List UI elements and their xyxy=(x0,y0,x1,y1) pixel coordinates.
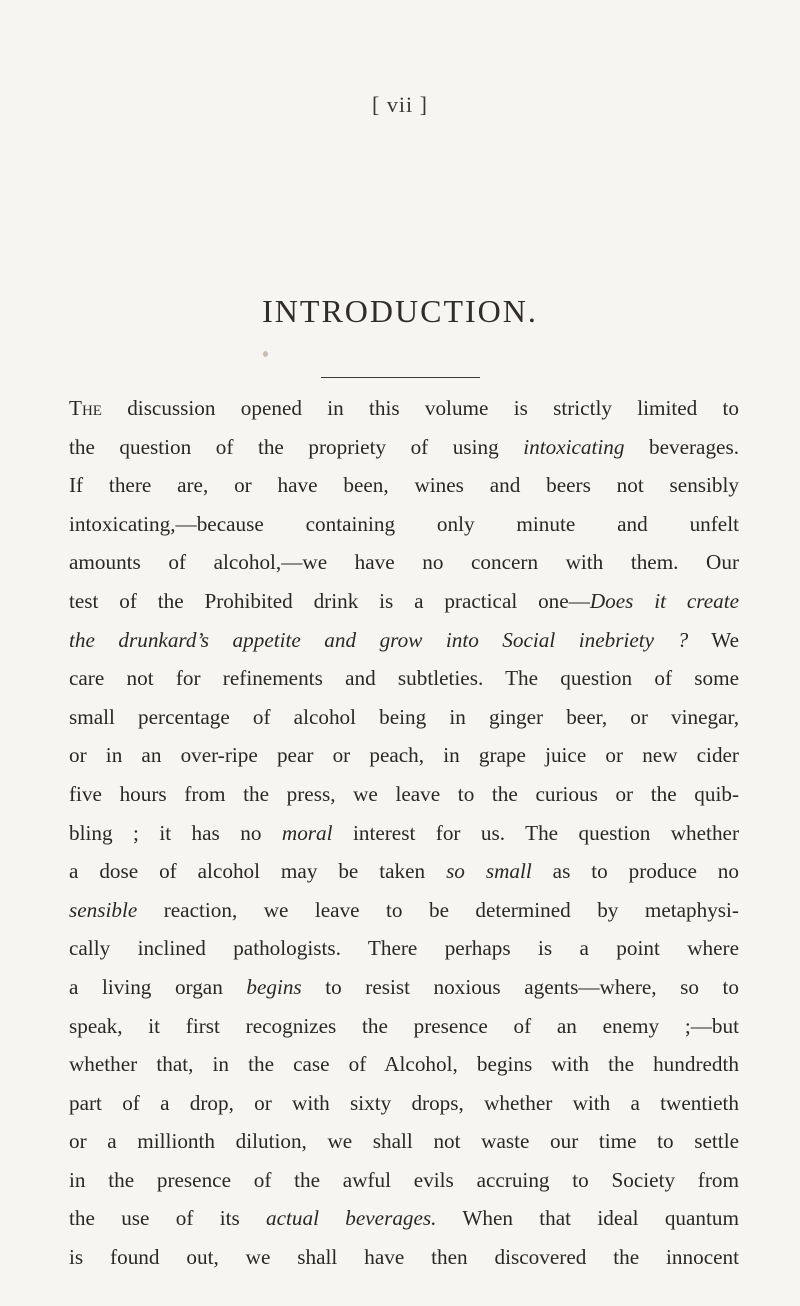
title-rule xyxy=(321,377,480,378)
text-line xyxy=(69,1161,739,1200)
text-span: part of a drop, or with sixty drops, whether with a twentieth xyxy=(69,1090,739,1115)
text-line xyxy=(69,505,739,544)
text-span: a living organ xyxy=(69,974,247,999)
text-line xyxy=(69,1122,739,1161)
text-span: as to produce no xyxy=(531,859,739,884)
text-span: amounts of alcohol,—we have no concern with them. Our xyxy=(69,550,739,575)
text-line xyxy=(69,1084,739,1123)
text-line xyxy=(69,659,739,698)
body-text xyxy=(69,389,739,1277)
page-number: [ vii ] xyxy=(372,92,428,117)
text-span: to resist noxious agents—where, so to xyxy=(301,974,739,999)
italic-text: sensible xyxy=(69,897,138,922)
italic-text: Does it create xyxy=(589,588,740,613)
italic-text: the drunkard’s appetite and grow into Social inebriety ? xyxy=(69,627,689,652)
text-line xyxy=(69,736,739,775)
text-line xyxy=(69,852,739,891)
text-line xyxy=(69,814,739,853)
text-line xyxy=(69,466,739,505)
text-span: test of the Prohibited drink is a practical one— xyxy=(69,588,590,613)
text-span: the use of its xyxy=(69,1206,267,1231)
chapter-title: INTRODUCTION. xyxy=(262,293,538,329)
text-span: interest for us. The question whether xyxy=(332,820,739,845)
italic-text: so small xyxy=(446,859,532,884)
text-span: the question of the propriety of using xyxy=(69,434,524,459)
text-span: reaction, we leave to be determined by metaphysi- xyxy=(137,897,739,922)
text-span: care not for refinements and subtleties. The question of some xyxy=(69,666,739,691)
text-line xyxy=(69,698,739,737)
text-span: beverages. xyxy=(624,434,739,459)
text-line xyxy=(69,891,739,930)
italic-text: actual beverages. xyxy=(266,1206,437,1231)
text-line xyxy=(69,428,739,467)
text-line xyxy=(69,543,739,582)
text-span: speak, it first recognizes the presence of an enemy ;—but xyxy=(69,1013,739,1038)
text-line xyxy=(69,929,739,968)
text-line xyxy=(69,1045,739,1084)
text-span: bling ; it has no xyxy=(69,820,282,845)
text-line xyxy=(69,968,739,1007)
text-span: If there are, or have been, wines and beers not sensibly xyxy=(69,473,739,498)
text-line xyxy=(69,1238,739,1277)
text-line xyxy=(69,621,739,660)
text-span: or a millionth dilution, we shall not waste our time to settle xyxy=(69,1129,739,1154)
text-span: a dose of alcohol may be taken xyxy=(69,859,447,884)
text-span: in the presence of the awful evils accruing to Society from xyxy=(69,1167,739,1192)
text-span: discussion opened in this volume is strictly limited to xyxy=(101,396,739,420)
ink-speck xyxy=(263,351,268,357)
text-line xyxy=(69,582,739,621)
text-line xyxy=(69,389,739,428)
text-span: intoxicating,—because containing only minute and unfelt xyxy=(69,511,739,536)
italic-text: intoxicating xyxy=(523,434,625,459)
text-line xyxy=(69,1007,739,1046)
text-span: When that ideal quantum xyxy=(436,1206,739,1231)
italic-text: begins xyxy=(246,974,302,999)
text-line xyxy=(69,1199,739,1238)
text-span: five hours from the press, we leave to the curious or the quib- xyxy=(69,781,739,806)
text-span: is found out, we shall have then discovered the innocent xyxy=(69,1245,739,1270)
text-line xyxy=(69,775,739,814)
small-caps-text: The xyxy=(69,396,102,420)
italic-text: moral xyxy=(281,820,333,845)
text-span: whether that, in the case of Alcohol, begins with the hundredth xyxy=(69,1052,739,1077)
text-span: small percentage of alcohol being in ginger beer, or vinegar, xyxy=(69,704,739,729)
text-span: We xyxy=(688,627,739,652)
text-span: cally inclined pathologists. There perhaps is a point where xyxy=(69,936,739,961)
text-span: or in an over-ripe pear or peach, in grape juice or new cider xyxy=(69,743,739,768)
